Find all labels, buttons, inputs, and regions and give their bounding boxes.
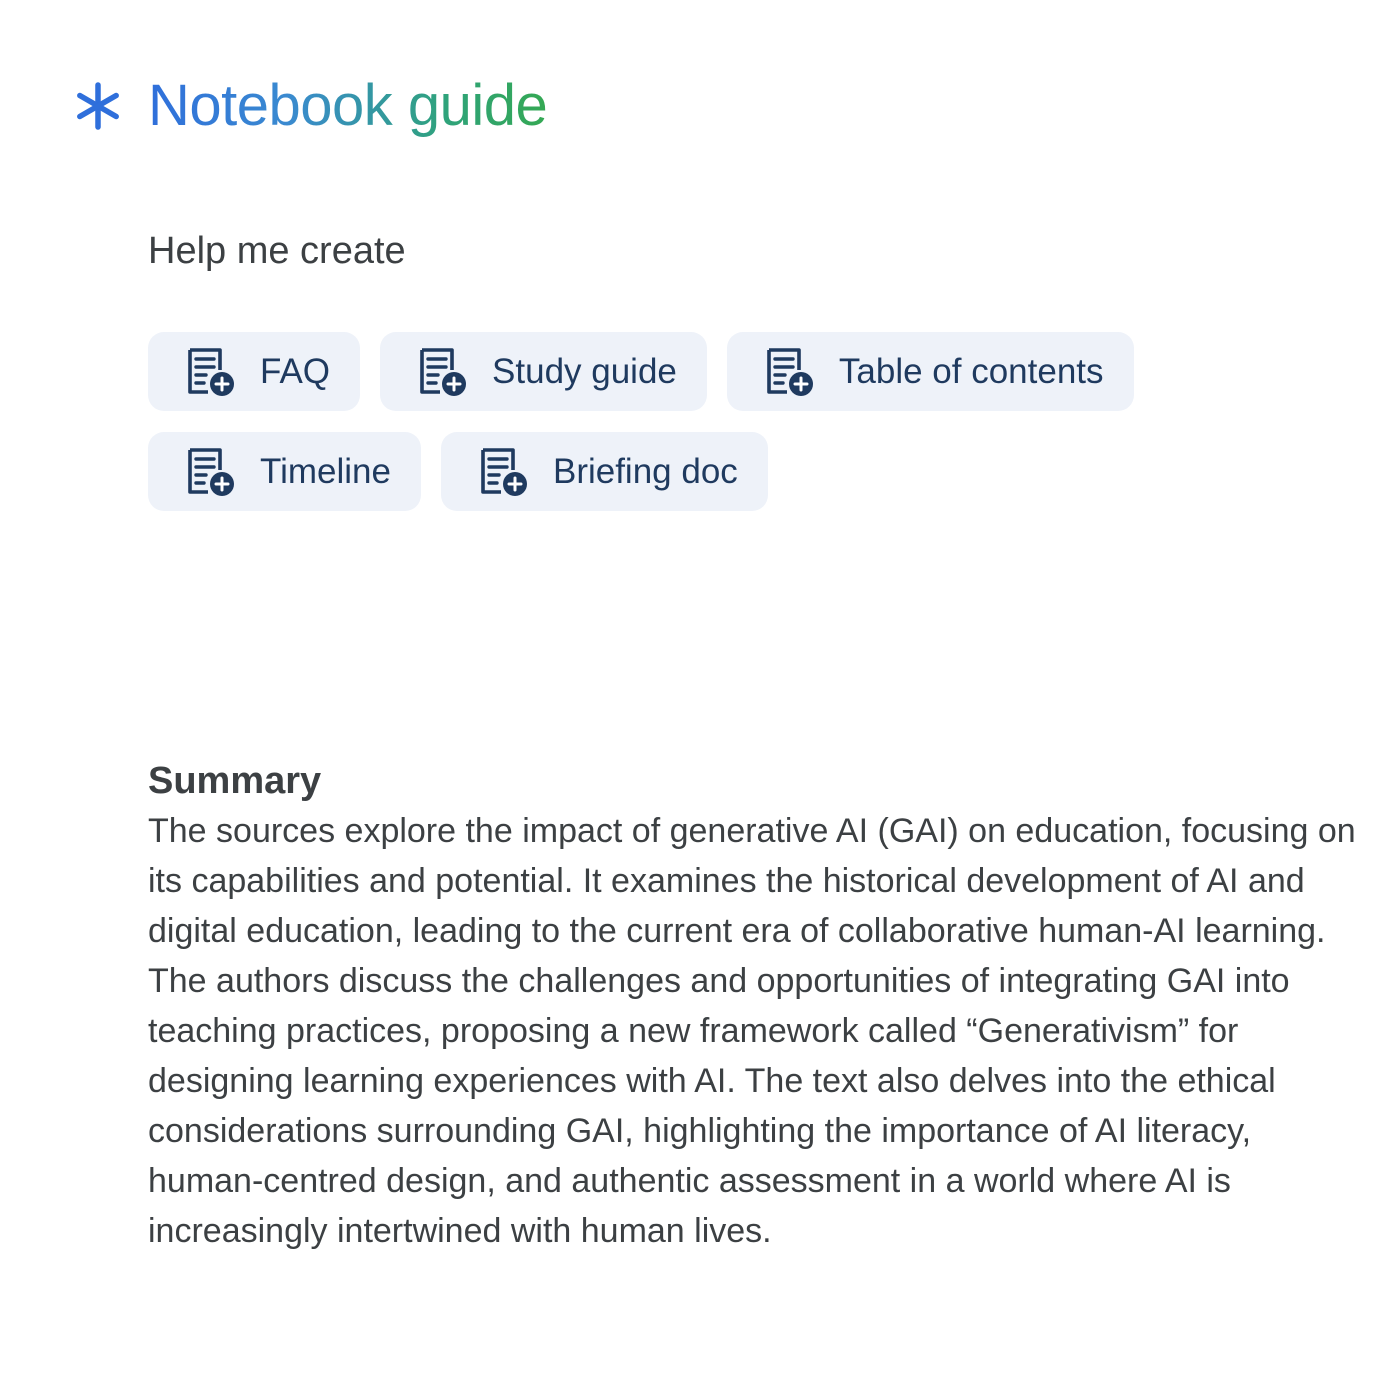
help-me-create-label: Help me create [148, 230, 406, 272]
chip-label: FAQ [260, 351, 331, 391]
add-note-icon [184, 346, 236, 398]
study-guide-chip[interactable] [380, 332, 707, 411]
add-note-icon [416, 346, 468, 398]
chip-label: Timeline [260, 451, 391, 491]
create-chip-row [148, 332, 1134, 411]
notebook-guide-header [72, 70, 547, 142]
summary-heading: Summary [148, 760, 322, 802]
sparkle-asterisk-icon [72, 80, 124, 132]
page-title: Notebook guide [148, 70, 547, 142]
briefing-doc-chip[interactable] [441, 432, 768, 511]
timeline-chip[interactable] [148, 432, 421, 511]
add-note-icon [184, 446, 236, 498]
faq-chip[interactable] [148, 332, 360, 411]
create-chip-row [148, 432, 768, 511]
summary-text: The sources explore the impact of generative AI (GAI) on education, focusing on its capabilities and potential. It examines the historical development of AI and digital education, leading to the current era of collaborative human-AI learning. The authors discuss the challenges and opportunities of integrating GAI into teaching practices, proposing a new framework called “Generativism” for designing learning experiences with AI. The text also delves into the ethical considerations surrounding GAI, highlighting the importance of AI literacy, human-centred design, and authentic assessment in a world where AI is increasingly intertwined with human lives. [148, 812, 1356, 1250]
table-of-contents-chip[interactable] [727, 332, 1134, 411]
chip-label: Study guide [492, 351, 677, 391]
chip-label: Table of contents [838, 351, 1104, 391]
summary-section [148, 756, 1363, 1256]
add-note-icon [477, 446, 529, 498]
chip-label: Briefing doc [552, 451, 738, 491]
add-note-icon [763, 346, 815, 398]
